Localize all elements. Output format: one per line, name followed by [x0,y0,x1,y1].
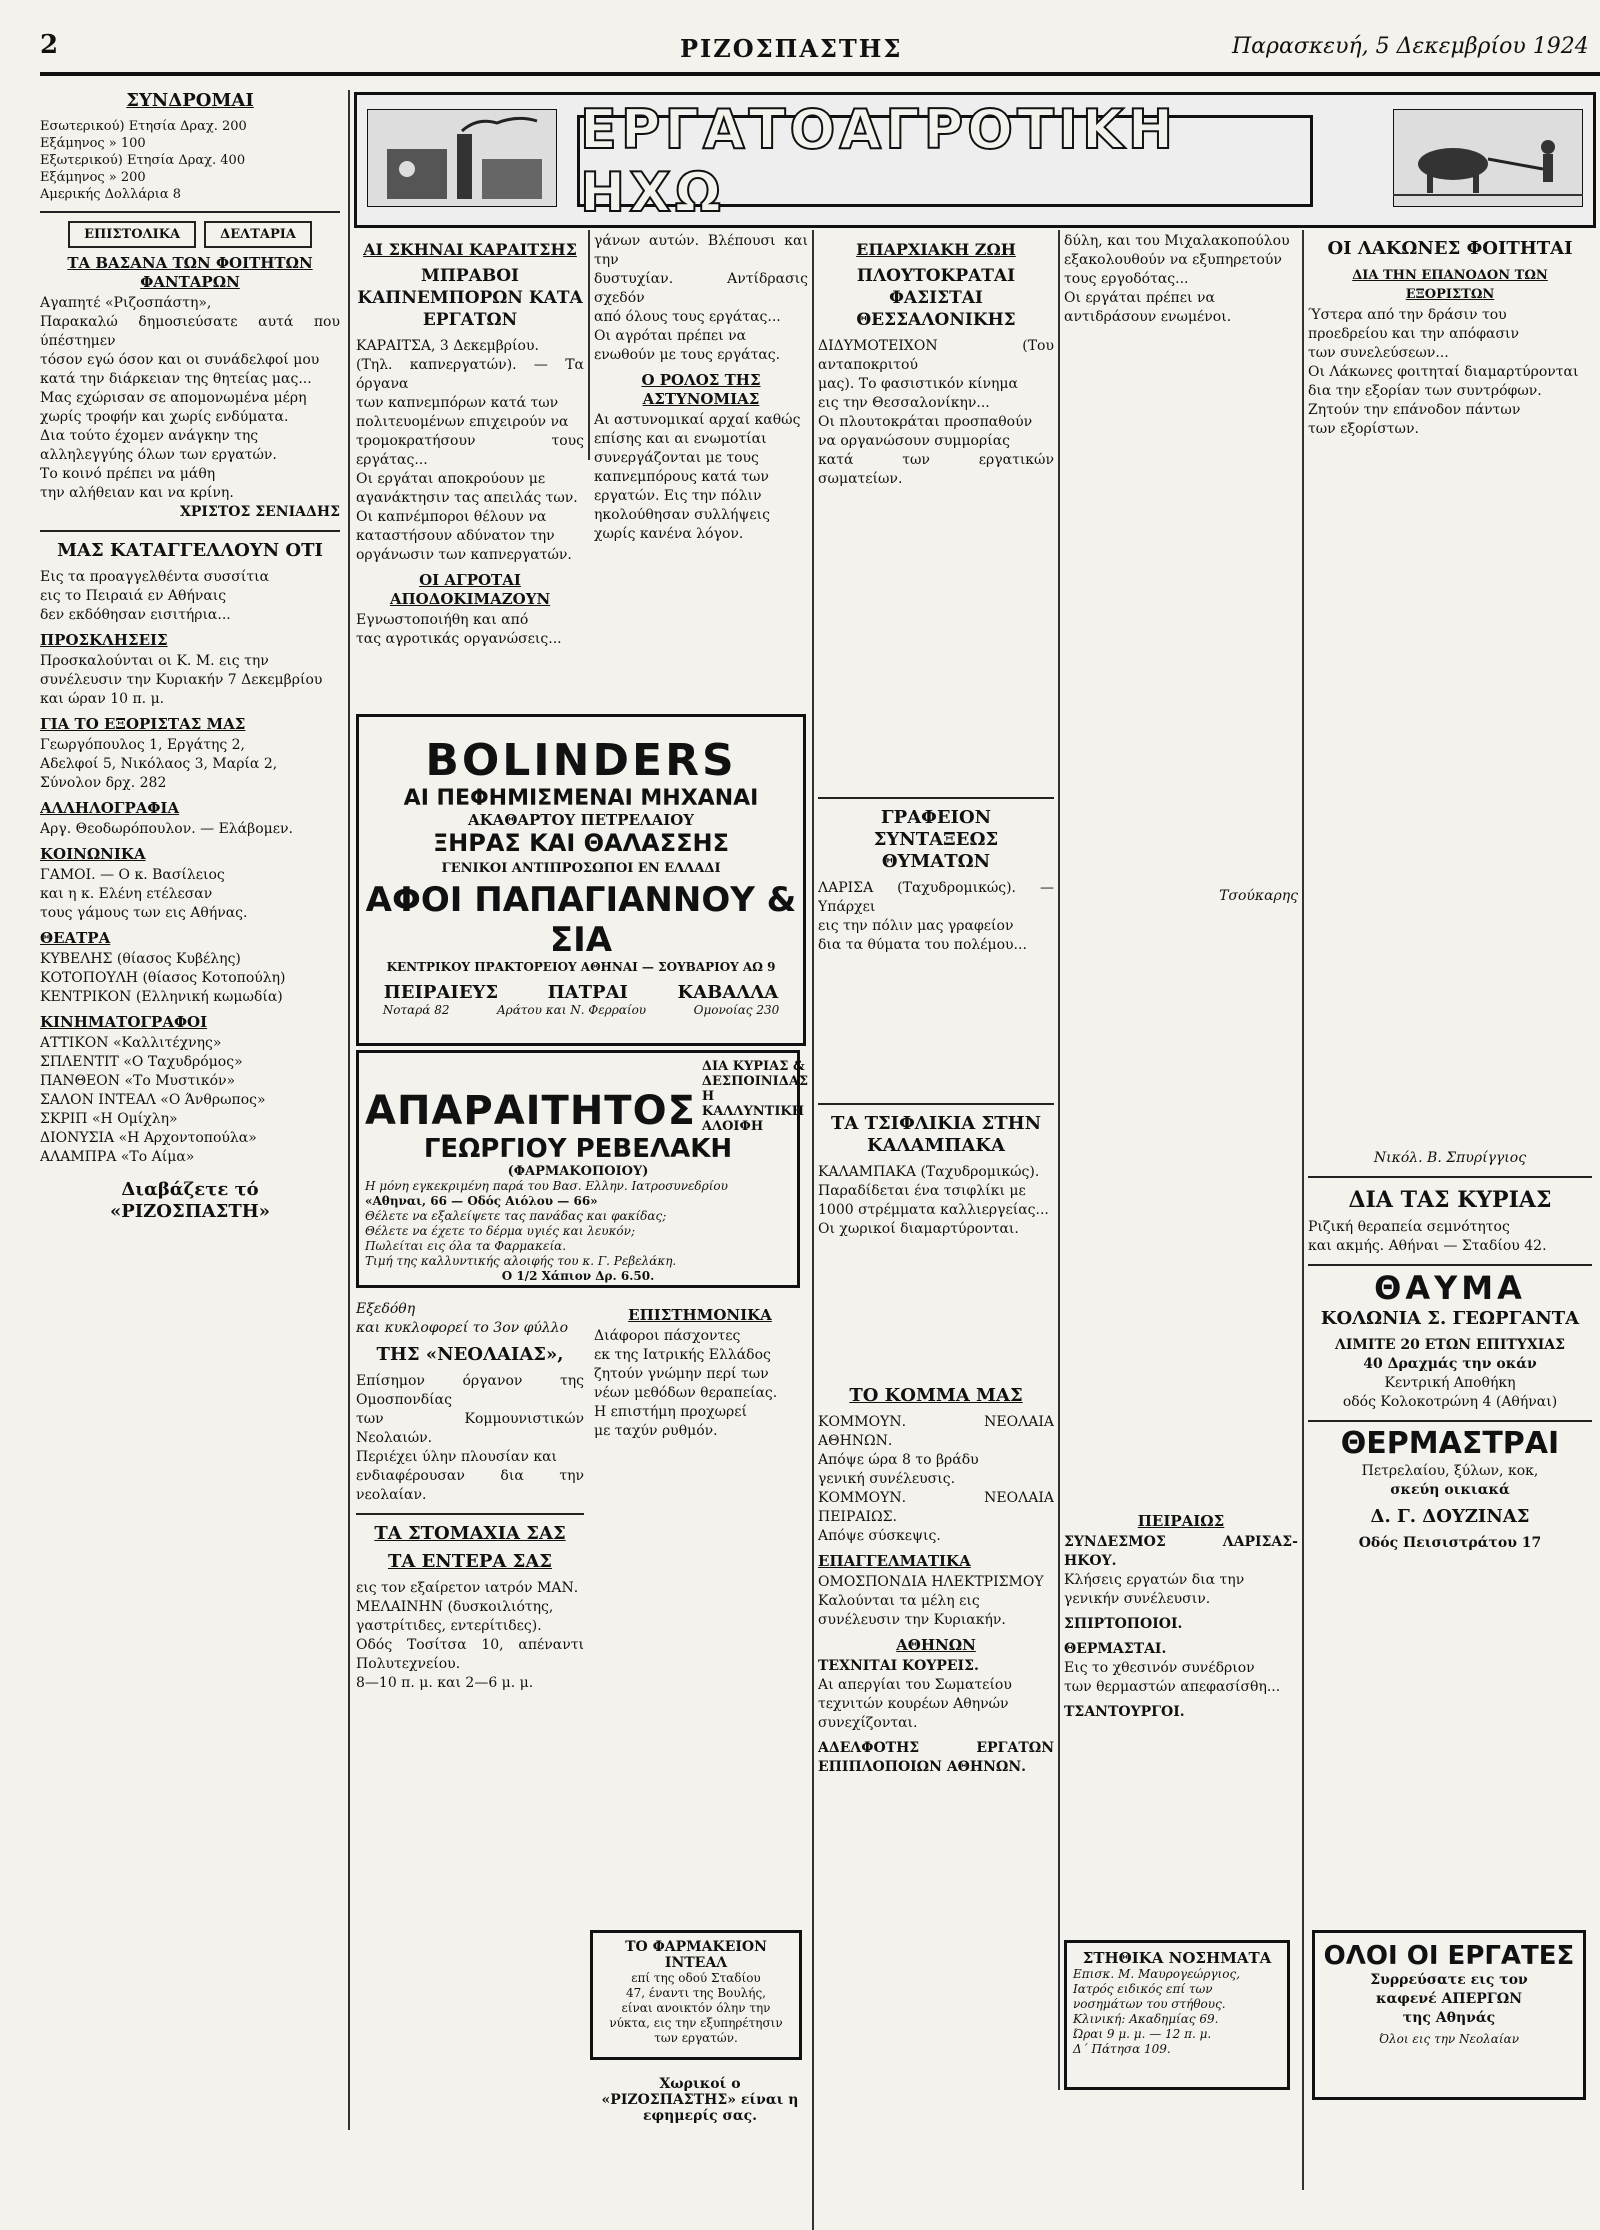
section-title: ΚΙΝΗΜΑΤΟΓΡΑΦΟΙ [40,1013,208,1031]
text-line: Εξεδόθη [356,1301,416,1317]
text-line: Διάφοροι πάσχοντες [594,1328,741,1344]
text-line: Οι εργάται αποκρούουν με [356,471,546,487]
text-line: ζητούν γνώμην περί των [594,1366,769,1382]
text-line: ΔΙΟΝΥΣΙΑ «Η Αρχοντοπούλα» [40,1130,257,1146]
column-rule [812,230,814,2230]
text-line: 8—10 π. μ. και 2—6 μ. μ. [356,1675,534,1691]
union-title: ΑΔΕΛΦΟΤΗΣ ΕΡΓΑΤΩΝ ΕΠΙΠΛΟΠΟΙΩΝ ΑΘΗΝΩΝ. [818,1740,1054,1775]
ad-line: ΞΗΡΑΣ ΚΑΙ ΘΑΛΑΣΣΗΣ [432,829,729,857]
text-line: συνέλευσιν την Κυριακήν 7 Δεκεμβρίου [40,672,323,688]
ad-line: της Αθηνάς [1402,2010,1496,2026]
text-line: εις την πόλιν μας γραφείον [818,918,1014,934]
ad-line: Συρρεύσατε εις τον [1370,1972,1528,1988]
text-line: 40 Δραχμάς την οκάν [1363,1356,1537,1372]
section-title: ΠΕΙΡΑΙΩΣ [1137,1512,1225,1530]
text-line: Οι πλουτοκράται προσπαθούν [818,414,1033,430]
text-line: ΚΟΜΜΟΥΝ. ΝΕΟΛΑΙΑ ΠΕΙΡΑΙΩΣ. [818,1490,1054,1525]
column-5 [1064,232,1298,1932]
text-line: ΓΑΜΟΙ. — Ο κ. Βασίλειος [40,867,225,883]
text-line: Σύνολον δρχ. 282 [40,775,167,791]
ad-line: καφενέ ΑΠΕΡΓΩΝ [1375,1991,1523,2007]
rizospastis-promo: Χωρικοί ο «ΡΙΖΟΣΠΑΣΤΗΣ» είναι η εφημερίς σας. [601,2076,799,2124]
ad-line: ΔΙΑ ΚΥΡΙΑΣ & ΔΕΣΠΟΙΝΙΔΑΣ [701,1059,809,1089]
text-line: γαστρίτιδες, εντερίτιδες). [356,1618,542,1634]
divider [818,1103,1054,1105]
text-line: πολιτευομένων επιχειρούν να [356,414,569,430]
text-line: Ύστερα από την δράσιν του [1308,307,1507,323]
text-line: εξακολουθούν να εξυπηρετούν [1064,252,1282,268]
section-title: ΤΟ ΚΟΜΜΑ ΜΑΣ [849,1385,1023,1406]
text-line: κατά την διάρκειαν της θητείας μας... [40,371,312,387]
text-line: την αλήθειαν και να κρίνη. [40,485,234,501]
text-line: συνεργάζονται με τους [594,450,759,466]
column-3-article [594,232,808,702]
section-title: ΓΡΑΦΕΙΟΝ ΣΥΝΤΑΞΕΩΣ ΘΥΜΑΤΩΝ [873,807,999,872]
revelakis-ad [356,1050,809,1288]
text-line: Απόψε σύσκεψις. [818,1528,941,1544]
text-line: ΚΟΤΟΠΟΥΛΗ (θίασος Κοτοπούλη) [40,970,286,986]
text-line: Αι απεργίαι του Σωματείου [818,1677,1012,1693]
text-line: ΚΑΛΑΜΠΑΚΑ (Ταχυδρομικώς). [818,1164,1040,1180]
ad-line: Ώραι 9 μ. μ. — 12 π. μ. [1073,2027,1212,2041]
epistimonika-section [594,1300,806,1600]
ad-title: BOLINDERS [425,735,737,786]
ad-title: ΔΙΑ ΤΑΣ ΚΥΡΙΑΣ [1348,1187,1552,1213]
ad-title: ΟΛΟΙ ΟΙ ΕΡΓΑΤΕΣ [1323,1941,1575,1971]
divider [40,211,340,213]
article-headline: ΠΛΟΥΤΟΚΡΑΤΑΙ ΦΑΣΙΣΤΑΙ ΘΕΣΣΑΛΟΝΙΚΗΣ [856,266,1016,330]
divider [1308,1264,1592,1266]
article-body-filler [818,1239,1054,1379]
text-line: νέων μεθόδων θεραπείας. [594,1385,778,1401]
text-line: ηκολούθησαν συλλήψεις [594,507,770,523]
text-line: συνέλευσιν την Κυριακήν. [818,1612,1006,1628]
column-rule [348,90,350,2130]
text-line: ΑΛΑΜΠΡΑ «Το Αίμα» [40,1149,195,1165]
article-title: ΜΑΣ ΚΑΤΑΓΓΕΛΛΟΥΝ ΟΤΙ [57,540,323,561]
pharmacy-ad [590,1930,802,2060]
text-line: δια τα θύματα του πολέμου... [818,937,1027,953]
ad-line: επί της οδού Σταδίου [631,1971,761,1985]
column-rule [1302,230,1304,2190]
union-title: ΣΥΝΔΕΣΜΟΣ ΛΑΡΙΣΑΣ-ΗΚΟΥ. [1064,1534,1298,1569]
text-line: ΣΚΡΙΠ «Η Ομίχλη» [40,1111,178,1127]
ad-line: 47, έναντι της Βουλής, [626,1986,766,2000]
header-rule [40,72,1600,76]
text-line: Ζητούν την επάνοδον πάντων [1308,402,1521,418]
text-line: Εις το χθεσινόν συνέδριον [1064,1660,1255,1676]
text-line: ΜΕΛΑΙΝΗΝ (δυσκοιλιότης, [356,1599,554,1615]
text-line: κατά των εργατικών σωματείων. [818,452,1054,487]
text-line: χωρίς τροφήν και χωρίς ενδύματα. [40,409,289,425]
subscription-line: Αμερικής Δολλάρια 8 [40,187,182,202]
text-line: δια την εξορίαν των συντρόφων. [1308,383,1542,399]
text-line: αλληλεγγύης όλων των εργατών. [40,447,277,463]
column-rule [588,230,590,460]
ad-title: ΤΟ ΦΑΡΜΑΚΕΙΟΝ ΙΝΤΕΑΛ [625,1939,767,1971]
text-line: καπνεμπόρους κατά των [594,469,769,485]
text-line: ΔΙΔΥΜΟΤΕΙΧΟΝ (Του ανταποκριτού [818,338,1054,373]
article-signature: Τσούκαρης [1219,888,1298,904]
ad-subtitle: ΚΟΛΩΝΙΑ Σ. ΓΕΩΡΓΑΝΤΑ [1320,1308,1580,1329]
section-title: ΟΙ ΑΓΡΟΤΑΙ ΑΠΟΔΟΚΙΜΑΖΟΥΝ [389,571,551,608]
subscription-line: Εξάμηνος » 200 [40,170,146,185]
union-title: ΘΕΡΜΑΣΤΑΙ. [1064,1641,1167,1657]
ad-line: Δ΄ Πάτησα 109. [1073,2042,1171,2056]
section-title: ΑΘΗΝΩΝ [896,1636,976,1654]
text-line: χωρίς κανένα λόγον. [594,526,744,542]
read-rizospastis-notice: Διαβάζετε τό «ΡΙΖΟΣΠΑΣΤΗ» [109,1179,271,1222]
subscription-line: Εσωτερικού) Ετησία Δραχ. 200 [40,119,247,134]
section-title: ΘΕΑΤΡΑ [40,929,111,947]
article-kicker: ΕΠΑΡΧΙΑΚΗ ΖΩΗ [856,240,1016,259]
section-title: ΤΑ ΤΣΙΦΛΙΚΙΑ ΣΤΗΝ ΚΑΛΑΜΠΑΚΑ [830,1113,1042,1156]
column-6 [1308,232,1592,2132]
neolaia-title: ΤΗΣ «ΝΕΟΛΑΙΑΣ», [376,1344,564,1365]
column-1 [40,84,340,2144]
text-line: ΣΑΛΟΝ ΙΝΤΕΑΛ «Ο Άνθρωπος» [40,1092,266,1108]
ad-line: Επισκ. Μ. Μαυρογεώργιος, [1073,1967,1241,1981]
text-line: Αδελφοί 5, Νικόλαος 3, Μαρία 2, [40,756,278,772]
ad-line: των εργατών. [654,2031,738,2045]
ad-line: Κλινική: Ακαδημίας 69. [1073,2012,1219,2026]
column-rule [1058,230,1060,2090]
section-title: ΓΙΑ ΤΟ ΕΞΟΡΙΣΤΑΣ ΜΑΣ [40,715,246,733]
text-line: και ώραν 10 π. μ. [40,691,165,707]
text-line: ενωθούν με τους εργάτας. [594,347,781,363]
ad-line: Ιατρός ειδικός επί των [1073,1982,1213,1996]
text-line: γάνων αυτών. Βλέπουσι και την [594,233,808,268]
text-line: Οι καπνέμποροι θέλουν να [356,509,547,525]
subscription-line: Εξάμηνος » 100 [40,136,146,151]
issue-date: Παρασκευή, 5 Δεκεμβρίου 1924 [1232,34,1589,59]
text-line: να οργανώσουν συμμορίας [818,433,1010,449]
divider [40,530,340,532]
ad-line: Τιμή της καλλυντικής αλοιφής του κ. Γ. Ρεβελάκη. [365,1254,677,1268]
text-line: και κυκλοφορεί το 3ον φύλλο [356,1320,569,1336]
ad-line: ΚΕΝΤΡΙΚΟΥ ΠΡΑΚΤΟΡΕΙΟΥ ΑΘΗΝΑΙ — ΣΟΥΒΑΡΙΟΥ ΑΩ 9 [386,960,776,974]
text-line: δυστυχίαν. Αντίδρασις σχεδόν [594,271,808,306]
stithika-ad [1064,1940,1290,2090]
text-line: Καλούνται τα μέλη εις [818,1593,980,1609]
text-line: ΟΜΟΣΠΟΝΔΙΑ ΗΛΕΚΤΡΙΣΜΟΥ [818,1574,1044,1590]
text-line: Προσκαλούνται οι Κ. Μ. εις την [40,653,269,669]
ad-line: «Αθηναι, 66 — Οδός Αιόλου — 66» [365,1194,598,1208]
ad-city: ΠΑΤΡΑΙ [547,982,628,1003]
ad-line: ΓΕΝΙΚΟΙ ΑΝΤΙΠΡΟΣΩΠΟΙ ΕΝ ΕΛΛΑΔΙ [441,861,721,876]
ad-city: ΚΑΒΑΛΛΑ [677,982,779,1003]
text-line: Εγνωστοποιήθη και από [356,612,529,628]
text-line: δεν εκδόθησαν εισιτήρια... [40,607,231,623]
text-line: Πετρελαίου, ξύλων, κοκ, [1361,1463,1539,1479]
text-line: Εις τα προαγγελθέντα συσσίτια [40,569,270,585]
subscription-line: Εξωτερικού) Ετησία Δραχ. 400 [40,153,246,168]
text-line: Μας εχώρισαν σε απομονωμένα μέρη [40,390,307,406]
text-line: από όλους τους εργάτας... [594,309,781,325]
ad-line: νοσημάτων του στήθους. [1073,1997,1226,2011]
text-line: Αργ. Θεοδωρόπουλον. — Ελάβομεν. [40,821,293,837]
ad-address: Αράτου και Ν. Φερραίου [496,1003,647,1017]
ad-title: ΑΠΑΡΑΙΤΗΤΟΣ [365,1088,696,1134]
text-line: με ταχύν ρυθμόν. [594,1423,718,1439]
text-line: σκεύη οικιακά [1390,1482,1510,1498]
text-line: εις την Θεσσαλονίκην... [818,395,990,411]
union-title: ΣΠΙΡΤΟΠΟΙΟΙ. [1064,1616,1183,1632]
text-line: τους γάμους των εις Αθήνας. [40,905,248,921]
ad-line: είναι ανοικτόν όλην την [621,2001,771,2015]
ad-brand: Δ. Γ. ΔΟΥΖΙΝΑΣ [1370,1506,1530,1527]
newspaper-name: ΡΙΖΟΣΠΑΣΤΗΣ [680,34,903,63]
ad-line: (ΦΑΡΜΑΚΟΠΟΙΟΥ) [507,1164,649,1179]
ad-line: Η ΚΑΛΛΥΝΤΙΚΗ ΑΛΟΙΦΗ [701,1089,804,1134]
ad-title: ΣΤΗΘΙΚΑ ΝΟΣΗΜΑΤΑ [1082,1949,1272,1967]
union-title: ΤΣΑΝΤΟΥΡΓΟΙ. [1064,1704,1185,1720]
section-title: Ο ΡΟΛΟΣ ΤΗΣ ΑΣΤΥΝΟΜΙΑΣ [641,371,761,408]
workers-call-ad [1312,1930,1586,2100]
text-line: Το κοινό πρέπει να μάθη [40,466,216,482]
text-line: των καπνεμπόρων κατά των [356,395,559,411]
ad-subtitle: ΤΑ ΕΝΤΕΡΑ ΣΑΣ [387,1551,553,1572]
text-line: Γεωργόπουλος 1, Εργάτης 2, [40,737,246,753]
text-line: εις τον εξαίρετον ιατρόν ΜΑΝ. [356,1580,579,1596]
text-line: εργατών. Εις την πόλιν [594,488,762,504]
text-line: των συνελεύσεων... [1308,345,1449,361]
text-line: Οδός Πεισιστράτου 17 [1358,1535,1542,1551]
text-line: των θερμαστών απεφασίσθη... [1064,1679,1281,1695]
text-line: μας). Το φασιστικόν κίνημα [818,376,1018,392]
text-line: Οι Λάκωνες φοιτηταί διαμαρτύρονται [1308,364,1579,380]
divider [1308,1176,1592,1178]
section-title: ΑΛΛΗΛΟΓΡΑΦΙΑ [40,799,180,817]
article-body-filler [1064,906,1298,1506]
ad-price: Ο 1/2 Χάπιον Δρ. 6.50. [501,1269,655,1283]
section-title: ΕΠΙΣΤΗΜΟΝΙΚΑ [628,1306,772,1324]
ad-line: ΑΚΑΘΑΡΤΟΥ ΠΕΤΡΕΛΑΙΟΥ [468,811,694,829]
column-4 [818,232,1054,2132]
page-header [0,0,1600,64]
ad-address: Νοταρά 82 [382,1003,450,1017]
text-line: ΚΥΒΕΛΗΣ (θίασος Κυβέλης) [40,951,241,967]
ad-address: Ομονοίας 230 [693,1003,780,1017]
ad-line: ΑΦΟΙ ΠΑΠΑΓΙΑΝΝΟΥ & ΣΙΑ [365,880,797,960]
ad-line: Θέλετε να εξαλείψετε τας πανάδας και φακίδας; [365,1209,667,1223]
text-line: τεχνιτών κουρέων Αθηνών [818,1696,1009,1712]
ad-line: Όλοι εις την Νεολαίαν [1379,2032,1519,2046]
article-body-filler [818,489,1054,789]
text-line: ενδιαφέρουσαν δια την νεολαίαν. [356,1468,584,1503]
text-line: και ακμής. Αθήναι — Σταδίου 42. [1308,1238,1547,1254]
factory-illustration [367,109,557,207]
section-title: ΠΡΟΣΚΛΗΣΕΙΣ [40,631,168,649]
text-line: ΛΑΡΙΣΑ (Ταχυδρομικώς). — Υπάρχει [818,880,1054,915]
ad-line: νύκτα, εις την εξυπηρέτησιν [609,2016,783,2030]
text-line: γενική συνέλευσις. [818,1471,956,1487]
text-line: Επίσημον όργανον της Ομοσπονδίας [356,1373,584,1408]
page-number: 2 [40,30,59,60]
text-line: τρομοκρατήσουν τους εργάτας... [356,433,584,468]
text-line: ΛΙΜΙΤΕ 20 ΕΤΩΝ ΕΠΙΤΥΧΙΑΣ [1334,1337,1566,1353]
article-signature: Νικόλ. Β. Σπυρίγγιος [1373,1150,1527,1166]
text-line: Αγαπητέ «Ριζοσπάστη», [40,295,212,311]
article-headline: ΟΙ ΛΑΚΩΝΕΣ ΦΟΙΤΗΤΑΙ [1327,238,1573,259]
ad-city: ΠΕΙΡΑΙΕΥΣ [383,982,499,1003]
text-line: ΚΕΝΤΡΙΚΟΝ (Ελληνική κωμωδία) [40,989,283,1005]
text-line: (Τηλ. καπνεργατών). — Τα όργανα [356,357,584,392]
ad-line: Πωλείται εις όλα τα Φαρμακεία. [365,1239,567,1253]
text-line: ΚΟΜΜΟΥΝ. ΝΕΟΛΑΙΑ ΑΘΗΝΩΝ. [818,1414,1054,1449]
text-line: των εξορίστων. [1308,421,1419,437]
text-line: 1000 στρέμματα καλλιεργείας... [818,1202,1049,1218]
text-line: των Κομμουνιστικών Νεολαιών. [356,1411,584,1446]
section-title: ΚΟΙΝΩΝΙΚΑ [40,845,146,863]
text-line: Περιέχει ύλην πλουσίαν και [356,1449,558,1465]
text-line: και η κ. Ελένη ετέλεσαν [40,886,213,902]
text-line: τους εργοδότας... [1064,271,1189,287]
column-2-article [356,232,584,702]
subscriptions-title: ΣΥΝΔΡΟΜΑΙ [126,90,254,111]
text-line: Η επιστήμη προχωρεί [594,1404,747,1420]
text-line: οδός Κολοκοτρώνη 4 (Αθήναι) [1342,1394,1558,1410]
text-line: Απόψε ώρα 8 το βράδυ [818,1452,979,1468]
text-line: εκ της Ιατρικής Ελλάδος [594,1347,771,1363]
article-body-filler [1064,327,1298,887]
tab-epistolika: ΕΠΙΣΤΟΛΙΚΑ [68,221,196,248]
article-body-filler [1308,439,1592,1149]
article-title: ΤΑ ΒΑΣΑΝΑ ΤΩΝ ΦΟΙΤΗΤΩΝ ΦΑΝΤΑΡΩΝ [67,254,313,291]
ad-brand: ΓΕΩΡΓΙΟΥ ΡΕΒΕΛΑΚΗ [423,1134,733,1164]
ad-line: Η μόνη εγκεκριμένη παρά του Βασ. Ελλην. Ιατροσυνεδρίου [365,1179,728,1193]
article-kicker: ΑΙ ΣΚΗΝΑΙ ΚΑΡΑΙΤΣΗΣ [363,240,577,259]
banner-title: ΕΡΓΑΤΟΑΓΡΟΤΙΚΗ ΗΧΩ [577,115,1313,207]
section-title: ΕΠΑΓΓΕΛΜΑΤΙΚΑ [818,1552,971,1570]
text-line: ΠΑΝΘΕΟΝ «Το Μυστικόν» [40,1073,236,1089]
divider [1308,1420,1592,1422]
text-line: Οι χωρικοί διαμαρτύρονται. [818,1221,1019,1237]
text-line: εις το Πειραιά εν Αθήναις [40,588,227,604]
text-line: αντιδράσουν ενωμένοι. [1064,309,1232,325]
divider [356,1513,584,1515]
bolinders-ad [356,714,806,1046]
text-line: γενικήν συνέλευσιν. [1064,1591,1211,1607]
union-title: ΤΕΧΝΙΤΑΙ ΚΟΥΡΕΙΣ. [818,1658,979,1674]
tab-deltaria: ΔΕΛΤΑΡΙΑ [204,221,312,248]
text-line: Κεντρική Αποθήκη [1384,1375,1516,1391]
text-line: Αι αστυνομικαί αρχαί καθώς [594,412,801,428]
text-line: επίσης και αι ενωμοτίαι [594,431,767,447]
ad-line: ΑΙ ΠΕΦΗΜΙΣΜΕΝΑΙ ΜΗΧΑΝΑΙ [403,786,759,811]
text-line: Ριζική θεραπεία σεμνότητος [1308,1219,1510,1235]
article-headline: ΜΠΡΑΒΟΙ ΚΑΠΝΕΜΠΟΡΩΝ ΚΑΤΑ ΕΡΓΑΤΩΝ [357,266,583,330]
ad-title: ΘΑΥΜΑ [1374,1269,1526,1307]
text-line: ΣΠΛΕΝΤΙΤ «Ο Ταχυδρόμος» [40,1054,243,1070]
text-line: προεδρείου και την απόφασιν [1308,326,1520,342]
text-line: Παρακαλώ δημοσιεύσατε αυτά που ύπέστημεν [40,314,340,349]
text-line: ΑΤΤΙΚΟΝ «Καλλιτέχνης» [40,1035,222,1051]
letter-signature: ΧΡΙΣΤΟΣ ΣΕΝΙΑΔΗΣ [180,504,340,520]
text-line: δύλη, και του Μιχαλακοπούλου [1064,233,1290,249]
article-body-filler [818,955,1054,1095]
text-line: αγανάκτησιν τας απειλάς των. [356,490,578,506]
text-line: Οι εργάται πρέπει να [1064,290,1215,306]
ad-line: Θέλετε να έχετε το δέρμα υγιές και λευκόν; [365,1224,635,1238]
text-line: συνεχίζονται. [818,1715,918,1731]
ploughing-illustration [1393,109,1583,207]
text-line: οργάνωσιν των καπνεργατών. [356,547,572,563]
text-line: τόσον εγώ όσον και οι συνάδελφοί μου [40,352,320,368]
text-line: Κλήσεις εργατών δια την [1064,1572,1245,1588]
text-line: Δια τούτο έχομεν ανάγκην της [40,428,259,444]
text-line: ΚΑΡΑΙΤΣΑ, 3 Δεκεμβρίου. [356,338,539,354]
text-line: τας αγροτικάς οργανώσεις... [356,631,562,647]
ad-title: ΤΑ ΣΤΟΜΑΧΙΑ ΣΑΣ [374,1523,566,1544]
ad-title: ΘΕΡΜΑΣΤΡΑΙ [1340,1426,1560,1461]
column-tabs [40,221,340,248]
neolaia-notice [356,1300,584,1770]
text-line: Οδός Τοσίτσα 10, απέναντι Πολυτεχνείου. [356,1637,584,1672]
text-line: Παραδίδεται ένα τσιφλίκι με [818,1183,1026,1199]
text-line: Οι αγρόται πρέπει να [594,328,747,344]
divider [818,797,1054,799]
section-banner [354,92,1596,228]
text-line: καταστήσουν αδύνατον την [356,528,555,544]
article-subheadline: ΔΙΑ ΤΗΝ ΕΠΑΝΟΔΟΝ ΤΩΝ ΕΞΟΡΙΣΤΩΝ [1352,268,1548,302]
